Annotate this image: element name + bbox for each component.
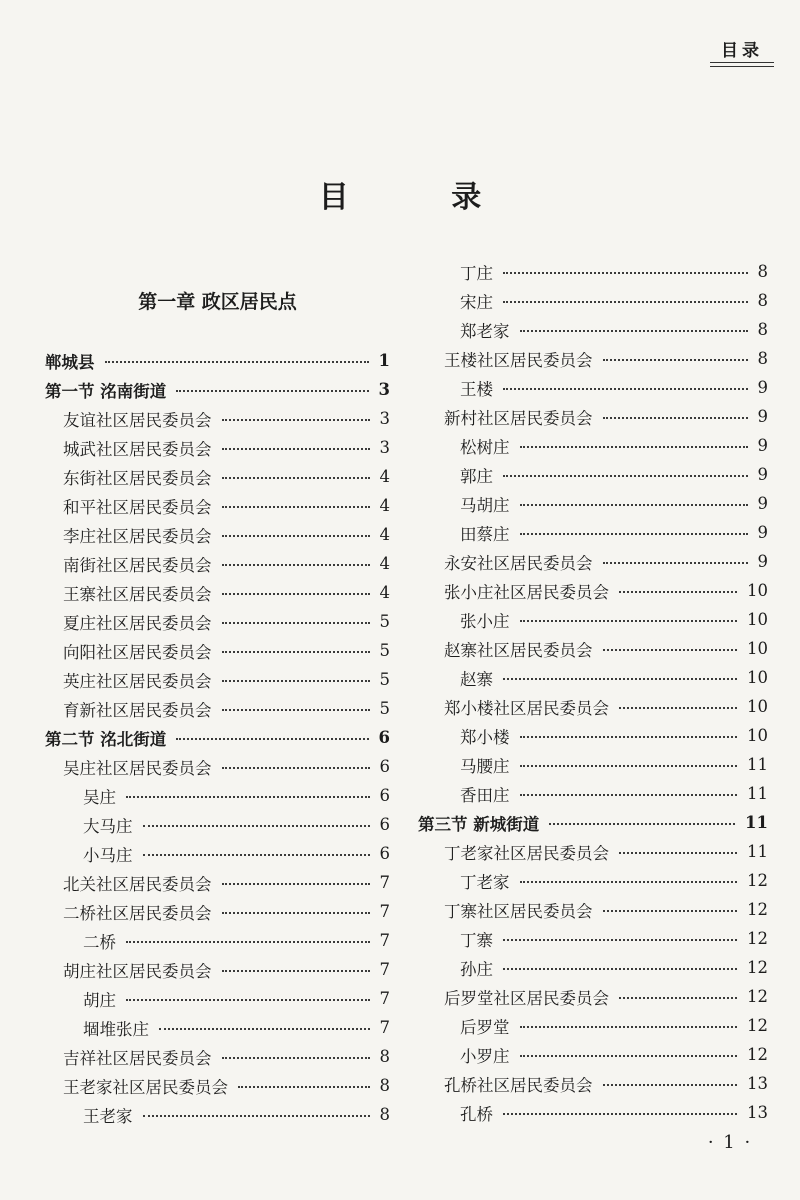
- toc-entry[interactable]: [418, 721, 768, 750]
- toc-right-column: [418, 257, 768, 1127]
- toc-entry-label: 赵寨社区居民委员会: [444, 640, 593, 660]
- toc-entry-page: 8: [757, 262, 768, 281]
- toc-entry[interactable]: [418, 982, 768, 1011]
- toc-entry-label: 王老家: [83, 1106, 133, 1126]
- toc-entry[interactable]: [418, 837, 768, 866]
- toc-entry-label: 王楼社区居民委员会: [444, 350, 593, 370]
- toc-leader-dots: [619, 591, 737, 593]
- toc-entry[interactable]: [45, 375, 390, 404]
- toc-entry-page: 9: [757, 494, 768, 513]
- toc-leader-dots: [222, 709, 370, 711]
- toc-leader-dots: [520, 504, 748, 506]
- toc-leader-dots: [503, 272, 748, 274]
- toc-entry-page: 12: [747, 871, 768, 890]
- toc-leader-dots: [619, 707, 737, 709]
- toc-entry-label: 田蔡庄: [460, 524, 510, 544]
- toc-entry-page: 12: [747, 958, 768, 977]
- toc-entry-page: 10: [747, 639, 768, 658]
- toc-leader-dots: [520, 1055, 738, 1057]
- toc-entry[interactable]: [418, 518, 768, 547]
- toc-entry-page: 8: [379, 1076, 390, 1095]
- toc-entry-page: 8: [757, 320, 768, 339]
- toc-entry[interactable]: [45, 607, 390, 636]
- toc-leader-dots: [222, 651, 370, 653]
- toc-entry[interactable]: [45, 578, 390, 607]
- toc-entry-page: 4: [379, 554, 390, 573]
- toc-leader-dots: [176, 738, 368, 740]
- toc-entry-label: 吴庄: [83, 787, 116, 807]
- toc-entry[interactable]: [418, 692, 768, 721]
- toc-entry[interactable]: [45, 1042, 390, 1071]
- toc-entry-label: 郸城县: [45, 352, 95, 372]
- toc-entry-label: 胡庄社区居民委员会: [63, 961, 212, 981]
- toc-entry[interactable]: [45, 897, 390, 926]
- toc-leader-dots: [238, 1086, 370, 1088]
- toc-entry-label: 小罗庄: [460, 1046, 510, 1066]
- toc-leader-dots: [520, 1026, 738, 1028]
- toc-entry[interactable]: [418, 750, 768, 779]
- toc-entry-page: 7: [379, 931, 390, 950]
- toc-leader-dots: [520, 533, 748, 535]
- toc-entry-label: 东街社区居民委员会: [63, 468, 212, 488]
- toc-leader-dots: [619, 852, 737, 854]
- toc-entry[interactable]: [45, 433, 390, 462]
- chapter-heading: 第一章 政区居民点: [138, 291, 297, 313]
- toc-leader-dots: [222, 622, 370, 624]
- toc-entry[interactable]: [418, 460, 768, 489]
- toc-entry-label: 丁老家社区居民委员会: [444, 843, 609, 863]
- toc-leader-dots: [105, 361, 369, 363]
- toc-entry[interactable]: [418, 286, 768, 315]
- toc-entry[interactable]: [45, 665, 390, 694]
- toc-leader-dots: [222, 970, 370, 972]
- toc-entry-label: 孔桥社区居民委员会: [444, 1075, 593, 1095]
- toc-entry-page: 6: [379, 815, 390, 834]
- toc-entry-page: 5: [379, 612, 390, 631]
- toc-entry[interactable]: [45, 462, 390, 491]
- toc-entry-label: 赵寨: [460, 669, 493, 689]
- running-header: 目录: [721, 41, 763, 61]
- toc-entry-page: 6: [379, 757, 390, 776]
- toc-entry-page: 9: [757, 523, 768, 542]
- toc-entry[interactable]: [45, 723, 390, 752]
- toc-entry-label: 堌堆张庄: [83, 1019, 149, 1039]
- toc-entry[interactable]: [45, 549, 390, 578]
- toc-entry-label: 二桥社区居民委员会: [63, 903, 212, 923]
- toc-entry-page: 12: [747, 1016, 768, 1035]
- toc-entry-page: 12: [747, 987, 768, 1006]
- toc-entry[interactable]: [418, 663, 768, 692]
- toc-entry-page: 9: [757, 552, 768, 571]
- toc-entry-label: 永安社区居民委员会: [444, 553, 593, 573]
- toc-leader-dots: [603, 910, 738, 912]
- toc-leader-dots: [549, 823, 735, 825]
- toc-entry[interactable]: [418, 1011, 768, 1040]
- toc-entry-page: 5: [379, 699, 390, 718]
- toc-entry[interactable]: [45, 1100, 390, 1129]
- toc-leader-dots: [143, 825, 370, 827]
- toc-entry-label: 小马庄: [83, 845, 133, 865]
- toc-entry-label: 夏庄社区居民委员会: [63, 613, 212, 633]
- toc-entry-page: 6: [379, 786, 390, 805]
- toc-entry[interactable]: [45, 1013, 390, 1042]
- toc-entry-label: 松树庄: [460, 437, 510, 457]
- toc-entry[interactable]: [45, 520, 390, 549]
- toc-entry-page: 9: [757, 378, 768, 397]
- toc-leader-dots: [503, 968, 737, 970]
- toc-entry[interactable]: [45, 984, 390, 1013]
- toc-leader-dots: [222, 883, 370, 885]
- toc-entry-label: 友谊社区居民委员会: [63, 410, 212, 430]
- toc-entry-label: 和平社区居民委员会: [63, 497, 212, 517]
- toc-entry-page: 9: [757, 465, 768, 484]
- toc-entry-page: 7: [379, 873, 390, 892]
- toc-entry[interactable]: [418, 431, 768, 460]
- toc-entry[interactable]: [418, 576, 768, 605]
- toc-entry[interactable]: [45, 752, 390, 781]
- toc-entry[interactable]: [45, 491, 390, 520]
- toc-entry[interactable]: [45, 404, 390, 433]
- toc-entry-page: 4: [379, 525, 390, 544]
- toc-entry[interactable]: [418, 344, 768, 373]
- toc-leader-dots: [222, 477, 370, 479]
- toc-entry-page: 7: [379, 1018, 390, 1037]
- toc-entry-label: 李庄社区居民委员会: [63, 526, 212, 546]
- toc-entry-label: 胡庄: [83, 990, 116, 1010]
- header-rule-secondary: [710, 66, 774, 67]
- toc-entry[interactable]: [45, 781, 390, 810]
- toc-entry[interactable]: [418, 634, 768, 663]
- toc-entry-label: 王寨社区居民委员会: [63, 584, 212, 604]
- toc-leader-dots: [520, 620, 738, 622]
- toc-entry-label: 马腰庄: [460, 756, 510, 776]
- toc-entry-page: 13: [747, 1074, 768, 1093]
- toc-entry-label: 孔桥: [460, 1104, 493, 1124]
- toc-entry-page: 12: [747, 929, 768, 948]
- toc-entry[interactable]: [418, 605, 768, 634]
- toc-entry[interactable]: [45, 694, 390, 723]
- toc-entry-label: 第一节 洺南街道: [45, 381, 167, 401]
- toc-entry-page: 10: [747, 581, 768, 600]
- toc-leader-dots: [503, 939, 737, 941]
- toc-entry-label: 新村社区居民委员会: [444, 408, 593, 428]
- toc-leader-dots: [603, 562, 748, 564]
- toc-leader-dots: [619, 997, 737, 999]
- toc-leader-dots: [520, 446, 748, 448]
- toc-entry-page: 3: [379, 438, 390, 457]
- toc-entry-page: 12: [747, 1045, 768, 1064]
- toc-entry-page: 4: [379, 583, 390, 602]
- toc-entry-label: 孙庄: [460, 959, 493, 979]
- toc-entry[interactable]: [418, 402, 768, 431]
- toc-leader-dots: [222, 506, 370, 508]
- toc-entry-label: 宋庄: [460, 292, 493, 312]
- toc-leader-dots: [520, 736, 738, 738]
- toc-entry[interactable]: [418, 1069, 768, 1098]
- toc-entry-page: 8: [379, 1105, 390, 1124]
- toc-entry-page: 1: [378, 351, 390, 370]
- toc-entry-label: 郑小楼: [460, 727, 510, 747]
- toc-entry-label: 城武社区居民委员会: [63, 439, 212, 459]
- toc-entry-page: 9: [757, 436, 768, 455]
- toc-entry-page: 10: [747, 668, 768, 687]
- toc-entry[interactable]: [418, 1040, 768, 1069]
- toc-entry-page: 7: [379, 902, 390, 921]
- toc-leader-dots: [222, 1057, 370, 1059]
- toc-leader-dots: [520, 330, 748, 332]
- toc-entry-page: 10: [747, 697, 768, 716]
- toc-leader-dots: [222, 593, 370, 595]
- toc-entry[interactable]: [418, 953, 768, 982]
- toc-entry[interactable]: [45, 636, 390, 665]
- toc-entry-label: 香田庄: [460, 785, 510, 805]
- toc-leader-dots: [126, 796, 370, 798]
- toc-entry-label: 王老家社区居民委员会: [63, 1077, 228, 1097]
- toc-entry[interactable]: [418, 547, 768, 576]
- toc-entry[interactable]: [45, 1071, 390, 1100]
- toc-entry-page: 9: [757, 407, 768, 426]
- toc-entry-page: 10: [747, 610, 768, 629]
- toc-entry-page: 3: [379, 409, 390, 428]
- toc-leader-dots: [603, 1084, 738, 1086]
- toc-entry-page: 12: [747, 900, 768, 919]
- toc-entry-page: 4: [379, 467, 390, 486]
- toc-entry-label: 第二节 洺北街道: [45, 729, 167, 749]
- toc-entry-page: 7: [379, 989, 390, 1008]
- toc-entry-page: 5: [379, 670, 390, 689]
- toc-leader-dots: [520, 881, 738, 883]
- toc-entry-label: 王楼: [460, 379, 493, 399]
- toc-leader-dots: [603, 649, 738, 651]
- toc-leader-dots: [126, 941, 370, 943]
- toc-entry-label: 南街社区居民委员会: [63, 555, 212, 575]
- toc-entry[interactable]: [45, 810, 390, 839]
- toc-entry[interactable]: [418, 779, 768, 808]
- toc-leader-dots: [222, 912, 370, 914]
- toc-entry-label: 第三节 新城街道: [418, 814, 540, 834]
- toc-entry[interactable]: [45, 926, 390, 955]
- toc-entry-label: 后罗堂: [460, 1017, 510, 1037]
- toc-entry-label: 英庄社区居民委员会: [63, 671, 212, 691]
- toc-entry[interactable]: [418, 924, 768, 953]
- toc-entry[interactable]: [45, 868, 390, 897]
- toc-entry-label: 向阳社区居民委员会: [63, 642, 212, 662]
- page-number: · 1 ·: [707, 1132, 753, 1153]
- toc-entry-page: 11: [747, 755, 768, 774]
- toc-entry[interactable]: [418, 808, 768, 837]
- toc-entry-page: 10: [747, 726, 768, 745]
- toc-left-column: [45, 346, 390, 1129]
- header-rule: [710, 62, 774, 63]
- toc-entry-label: 张小庄: [460, 611, 510, 631]
- toc-leader-dots: [222, 419, 370, 421]
- toc-leader-dots: [520, 765, 738, 767]
- toc-entry-label: 郑老家: [460, 321, 510, 341]
- toc-entry[interactable]: [418, 1098, 768, 1127]
- toc-leader-dots: [222, 564, 370, 566]
- toc-leader-dots: [503, 475, 748, 477]
- toc-entry-label: 马胡庄: [460, 495, 510, 515]
- toc-entry-page: 13: [747, 1103, 768, 1122]
- toc-entry-label: 育新社区居民委员会: [63, 700, 212, 720]
- toc-leader-dots: [222, 767, 370, 769]
- toc-entry[interactable]: [418, 866, 768, 895]
- toc-entry-label: 张小庄社区居民委员会: [444, 582, 609, 602]
- toc-entry-label: 丁寨社区居民委员会: [444, 901, 593, 921]
- toc-entry-page: 8: [757, 349, 768, 368]
- toc-leader-dots: [159, 1028, 370, 1030]
- toc-entry-label: 丁庄: [460, 263, 493, 283]
- toc-entry-page: 5: [379, 641, 390, 660]
- toc-entry[interactable]: [45, 346, 390, 375]
- page-title: 目 录: [318, 180, 528, 215]
- toc-leader-dots: [503, 301, 748, 303]
- toc-entry-label: 吉祥社区居民委员会: [63, 1048, 212, 1068]
- toc-entry-label: 吴庄社区居民委员会: [63, 758, 212, 778]
- toc-leader-dots: [503, 388, 748, 390]
- toc-leader-dots: [520, 794, 738, 796]
- toc-entry-page: 6: [379, 844, 390, 863]
- toc-entry-label: 北关社区居民委员会: [63, 874, 212, 894]
- toc-leader-dots: [603, 359, 748, 361]
- toc-entry-label: 丁寨: [460, 930, 493, 950]
- toc-leader-dots: [503, 1113, 737, 1115]
- toc-entry-label: 郭庄: [460, 466, 493, 486]
- toc-entry-page: 7: [379, 960, 390, 979]
- toc-entry-page: 6: [378, 728, 390, 747]
- toc-entry[interactable]: [45, 839, 390, 868]
- toc-leader-dots: [503, 678, 737, 680]
- toc-entry[interactable]: [418, 315, 768, 344]
- toc-entry-page: 3: [378, 380, 390, 399]
- toc-entry-label: 郑小楼社区居民委员会: [444, 698, 609, 718]
- toc-entry[interactable]: [418, 895, 768, 924]
- toc-entry-page: 11: [747, 784, 768, 803]
- toc-entry-page: 8: [757, 291, 768, 310]
- toc-entry-label: 后罗堂社区居民委员会: [444, 988, 609, 1008]
- toc-leader-dots: [222, 448, 370, 450]
- toc-entry[interactable]: [418, 489, 768, 518]
- toc-entry[interactable]: [418, 257, 768, 286]
- toc-entry[interactable]: [45, 955, 390, 984]
- toc-leader-dots: [222, 680, 370, 682]
- toc-leader-dots: [143, 854, 370, 856]
- toc-leader-dots: [222, 535, 370, 537]
- toc-leader-dots: [143, 1115, 370, 1117]
- toc-leader-dots: [176, 390, 368, 392]
- toc-leader-dots: [126, 999, 370, 1001]
- toc-entry[interactable]: [418, 373, 768, 402]
- toc-entry-page: 11: [747, 842, 768, 861]
- toc-leader-dots: [603, 417, 748, 419]
- toc-entry-page: 4: [379, 496, 390, 515]
- toc-entry-label: 大马庄: [83, 816, 133, 836]
- toc-entry-label: 二桥: [83, 932, 116, 952]
- toc-entry-label: 丁老家: [460, 872, 510, 892]
- toc-entry-page: 11: [745, 813, 768, 832]
- toc-entry-page: 8: [379, 1047, 390, 1066]
